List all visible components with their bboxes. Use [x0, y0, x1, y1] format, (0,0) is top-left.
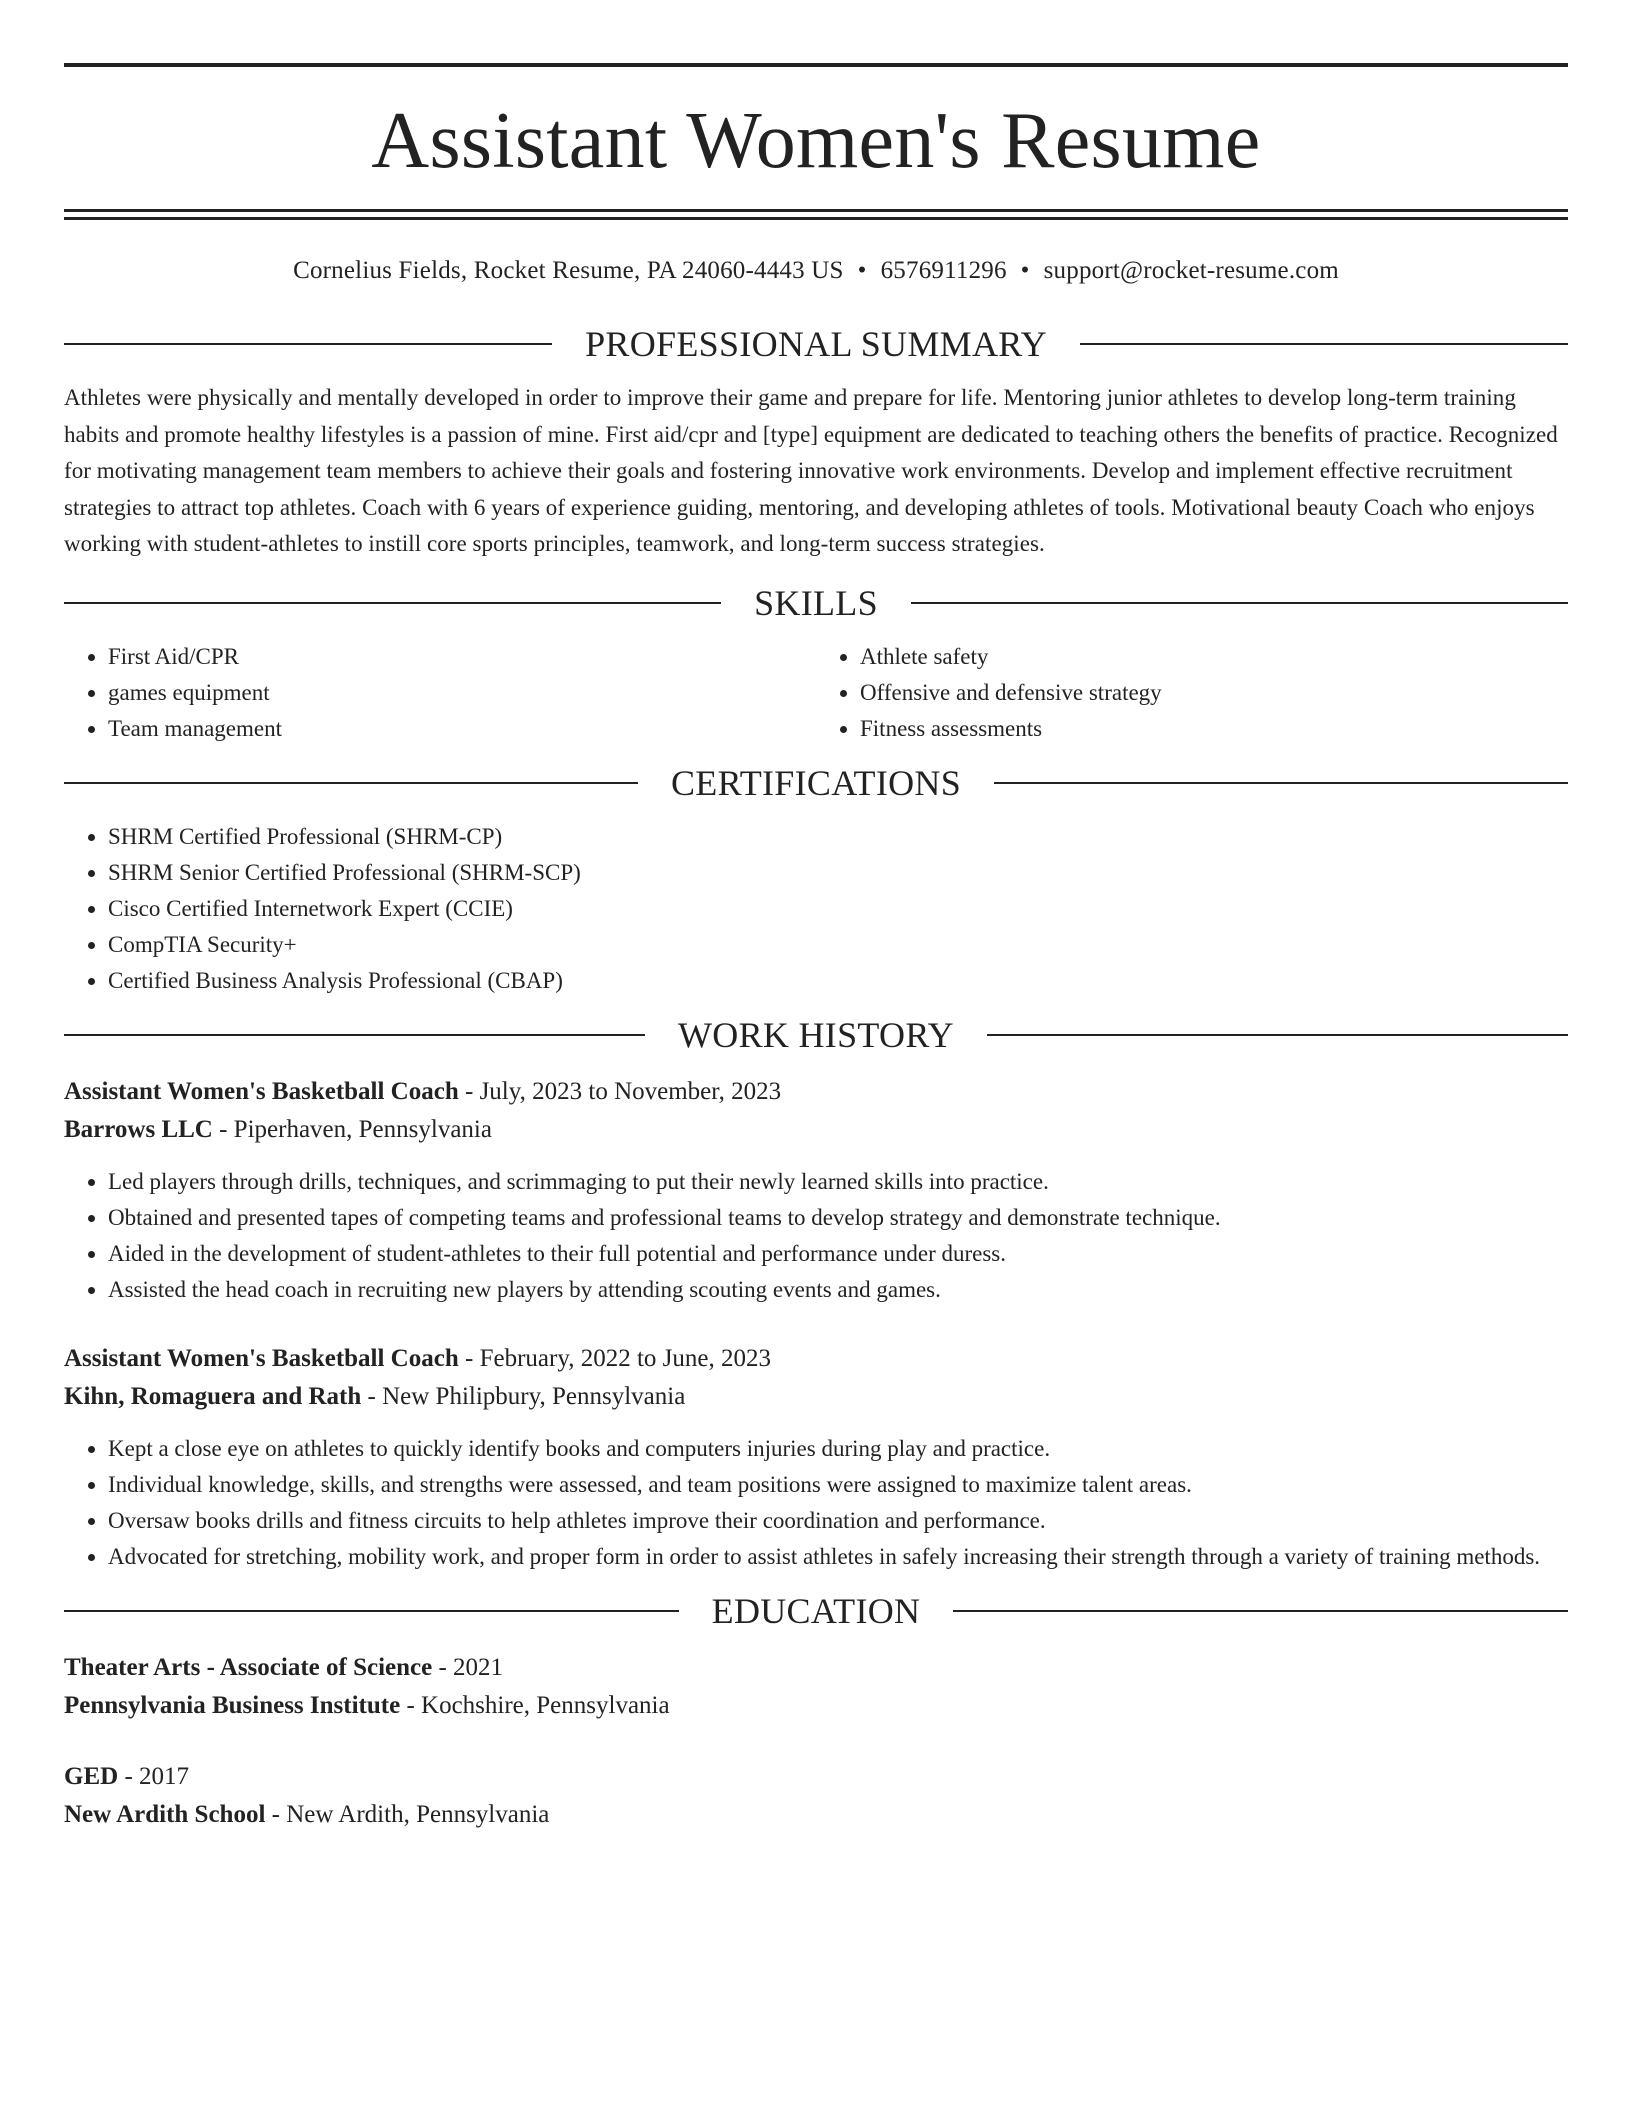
education-location: - Kochshire, Pennsylvania	[400, 1692, 670, 1719]
contact-separator: •	[857, 257, 867, 284]
job-entry	[64, 1073, 1568, 1308]
contact-email: support@rocket-resume.com	[1043, 257, 1339, 284]
skill-item: • Offensive and defensive strategy	[860, 675, 1568, 711]
title-double-rule	[64, 209, 1568, 220]
heading-rule	[911, 602, 1568, 604]
heading-rule	[987, 1034, 1568, 1036]
job-location: - New Philipbury, Pennsylvania	[361, 1383, 686, 1410]
section-title: CERTIFICATIONS	[670, 762, 962, 803]
certifications-section-heading	[64, 761, 1568, 805]
job-company: Barrows LLC	[64, 1116, 213, 1143]
work-history-section-heading	[64, 1013, 1568, 1057]
section-title: WORK HISTORY	[678, 1014, 954, 1055]
education-section-heading	[64, 1589, 1568, 1633]
skills-list	[64, 639, 1568, 747]
summary-text: Athletes were physically and mentally developed in order to improve their game and prepare for life. Mentoring junior athletes to develop long-term training habits and promote healthy lifestyles is a passion of mine. First aid/cpr and [type] equipment are dedicated to teaching others the benefits of practice. Recognized for motivating management team members to achieve their goals and fostering innovative work environments. Develop and implement effective recruitment strategies to attract top athletes. Coach with 6 years of experience guiding, mentoring, and developing athletes of tools. Motivational beauty Coach who enjoys working with student-athletes to instill core sports principles, teamwork, and long-term success strategies.	[64, 385, 1558, 556]
education-degree-line	[64, 1649, 1568, 1688]
education-degree: Theater Arts - Associate of Science	[64, 1653, 433, 1681]
job-title: Assistant Women's Basketball Coach	[64, 1344, 459, 1372]
job-bullet: • Oversaw books drills and fitness circuits to help athletes improve their coordination and performance.	[108, 1503, 1568, 1539]
summary-section-heading	[64, 322, 1568, 366]
certification-item: • Cisco Certified Internetwork Expert (CCIE)	[108, 891, 1568, 927]
job-bullets	[64, 1164, 1568, 1308]
job-company-line	[64, 1111, 1568, 1150]
education-entry	[64, 1758, 1568, 1835]
job-title-line	[64, 1073, 1568, 1112]
contact-address: Cornelius Fields, Rocket Resume, PA 24060-4443 US	[293, 257, 844, 284]
education-degree: GED	[64, 1762, 119, 1790]
certifications-list	[64, 819, 1568, 999]
top-rule	[64, 63, 1568, 67]
skills-column-right	[816, 639, 1568, 747]
heading-rule	[64, 1034, 645, 1036]
heading-rule	[64, 782, 638, 784]
job-location: - Piperhaven, Pennsylvania	[212, 1116, 492, 1143]
resume-title: Assistant Women's Resume	[371, 97, 1261, 185]
job-bullet: • Individual knowledge, skills, and strengths were assessed, and team positions were assigned to maximize talent areas.	[108, 1467, 1568, 1503]
heading-rule	[953, 1610, 1568, 1612]
heading-rule	[1080, 343, 1568, 345]
job-dates: - February, 2022 to June, 2023	[458, 1344, 771, 1372]
skills-column-left	[64, 639, 816, 747]
section-title: SKILLS	[754, 582, 878, 623]
heading-rule	[64, 343, 552, 345]
skill-item: • First Aid/CPR	[108, 639, 816, 675]
job-dates: - July, 2023 to November, 2023	[458, 1077, 782, 1105]
heading-rule	[64, 602, 721, 604]
contact-phone: 6576911296	[880, 257, 1007, 284]
education-degree-line	[64, 1758, 1568, 1797]
job-bullet: • Assisted the head coach in recruiting new players by attending scouting events and games.	[108, 1272, 1568, 1308]
job-entry	[64, 1340, 1568, 1575]
job-bullet: • Led players through drills, techniques, and scrimmaging to put their newly learned skills into practice.	[108, 1164, 1568, 1200]
skill-item: • games equipment	[108, 675, 816, 711]
certification-item: • SHRM Certified Professional (SHRM-CP)	[108, 819, 1568, 855]
heading-rule	[994, 782, 1568, 784]
heading-rule	[64, 1610, 679, 1612]
education-school-line	[64, 1687, 1568, 1726]
skill-item: • Fitness assessments	[860, 711, 1568, 747]
education-year: - 2021	[432, 1653, 504, 1681]
job-bullet: • Advocated for stretching, mobility work, and proper form in order to assist athletes in safely increasing their strength through a variety of training methods.	[108, 1539, 1568, 1575]
certification-item: • CompTIA Security+	[108, 927, 1568, 963]
education-school: New Ardith School	[64, 1801, 266, 1828]
skill-item: • Team management	[108, 711, 816, 747]
job-company-line	[64, 1378, 1568, 1417]
skill-item: • Athlete safety	[860, 639, 1568, 675]
contact-line	[64, 256, 1568, 286]
job-title-line	[64, 1340, 1568, 1379]
skills-section-heading	[64, 581, 1568, 625]
education-year: - 2017	[118, 1762, 190, 1790]
job-company: Kihn, Romaguera and Rath	[64, 1383, 362, 1410]
job-bullet: • Aided in the development of student-athletes to their full potential and performance under duress.	[108, 1236, 1568, 1272]
education-location: - New Ardith, Pennsylvania	[265, 1801, 550, 1828]
certification-item: • SHRM Senior Certified Professional (SHRM-SCP)	[108, 855, 1568, 891]
section-title: EDUCATION	[711, 1590, 921, 1631]
education-entry	[64, 1649, 1568, 1726]
section-title: PROFESSIONAL SUMMARY	[585, 324, 1047, 364]
job-bullet: • Kept a close eye on athletes to quickly identify books and computers injuries during play and practice.	[108, 1431, 1568, 1467]
job-bullet: • Obtained and presented tapes of competing teams and professional teams to develop strategy and demonstrate technique.	[108, 1200, 1568, 1236]
education-school-line	[64, 1796, 1568, 1835]
certification-item: • Certified Business Analysis Professional (CBAP)	[108, 963, 1568, 999]
job-bullets	[64, 1431, 1568, 1575]
job-title: Assistant Women's Basketball Coach	[64, 1077, 459, 1105]
contact-separator: •	[1020, 257, 1030, 284]
education-school: Pennsylvania Business Institute	[64, 1692, 401, 1719]
